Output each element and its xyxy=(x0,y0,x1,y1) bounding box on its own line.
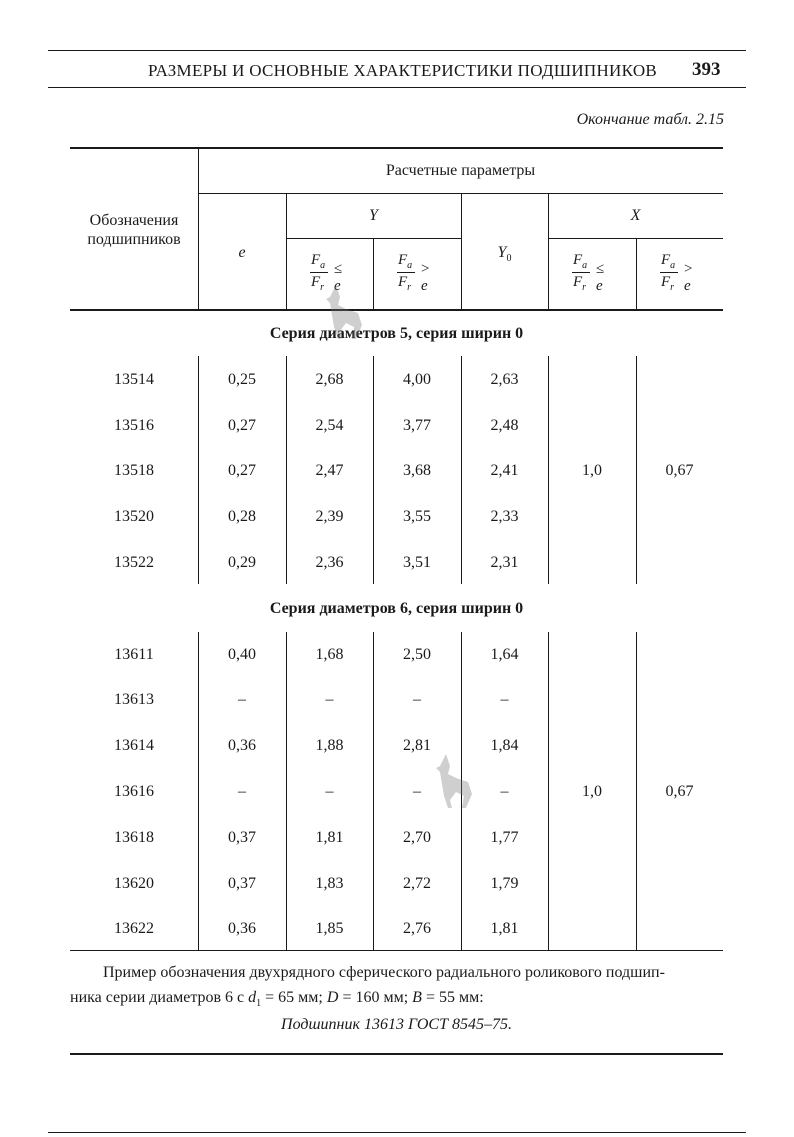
example-designation: Подшипник 13613 ГОСТ 8545–75. xyxy=(281,1016,512,1033)
cell-designation: 13516 xyxy=(114,417,154,434)
cell-e: – xyxy=(238,691,246,708)
cell-designation: 13514 xyxy=(114,371,154,388)
cell-y0: 1,77 xyxy=(490,829,519,846)
series-title: Серия диаметров 6, серия ширин 0 xyxy=(269,600,524,617)
cell-y1: – xyxy=(325,691,334,708)
cell-y0: – xyxy=(500,691,509,708)
cell-y1: 2,47 xyxy=(315,462,344,479)
cell-y1: 2,36 xyxy=(315,554,344,571)
cell-y2: 2,70 xyxy=(403,829,431,846)
cell-designation: 13522 xyxy=(114,554,154,571)
cell-y1: 1,83 xyxy=(315,875,344,892)
cell-y0: 1,81 xyxy=(490,920,519,937)
table-bottom-rule xyxy=(70,950,723,951)
cell-designation: 13518 xyxy=(114,462,154,479)
x-fraction-le: $F_a$ $F_r$ ≤ e xyxy=(573,252,605,294)
y-fraction-le: $F_a$ $F_r$ ≤ e xyxy=(311,252,343,294)
cell-y0: – xyxy=(500,783,509,800)
cell-x1: 1,0 xyxy=(582,783,602,800)
cell-e: 0,25 xyxy=(228,371,256,388)
designation-header: Обозначения подшипников xyxy=(87,212,181,248)
cell-e: – xyxy=(238,783,246,800)
cell-y2: 2,81 xyxy=(403,737,431,754)
cell-x1: 1,0 xyxy=(582,462,602,479)
cell-y0: 2,48 xyxy=(490,417,519,434)
cell-designation: 13614 xyxy=(114,737,154,754)
example-line-1: Пример обозначения двухрядного сферического радиального роликового подшип- xyxy=(103,964,665,981)
series-title: Серия диаметров 5, серия ширин 0 xyxy=(269,325,524,342)
cell-y1: 2,68 xyxy=(315,371,344,388)
cell-y2: – xyxy=(413,691,421,708)
cell-e: 0,28 xyxy=(228,508,256,525)
cell-designation: 13611 xyxy=(114,646,154,663)
e-header: e xyxy=(238,244,246,261)
cell-y2: – xyxy=(413,783,421,800)
cell-designation: 13613 xyxy=(114,691,154,708)
cell-designation: 13616 xyxy=(114,783,154,800)
cell-e: 0,27 xyxy=(228,417,256,434)
cell-y1: 1,88 xyxy=(315,737,344,754)
cell-e: 0,29 xyxy=(228,554,256,571)
cell-e: 0,40 xyxy=(228,646,256,663)
cell-e: 0,36 xyxy=(228,920,256,937)
x-header: X xyxy=(630,207,641,224)
cell-e: 0,37 xyxy=(228,829,256,846)
running-head-rule xyxy=(48,87,746,88)
cell-designation: 13622 xyxy=(114,920,154,937)
cell-y0: 2,31 xyxy=(490,554,519,571)
example-line-2: ника серии диаметров 6 с $d_1 = 65$ мм; D = 160 мм; B = 55 мм: xyxy=(70,989,484,1010)
cell-y2: 2,50 xyxy=(403,646,431,663)
y-header: Y xyxy=(369,207,378,224)
cell-y2: 3,68 xyxy=(403,462,431,479)
cell-designation: 13618 xyxy=(114,829,154,846)
cell-x2: 0,67 xyxy=(665,462,694,479)
cell-designation: 13520 xyxy=(114,508,154,525)
cell-y0: 2,63 xyxy=(490,371,519,388)
cell-e: 0,37 xyxy=(228,875,256,892)
cell-y2: 2,76 xyxy=(403,920,431,937)
cell-y0: 1,64 xyxy=(490,646,519,663)
cell-y1: – xyxy=(325,783,334,800)
cell-y0: 1,79 xyxy=(490,875,519,892)
publisher-watermark-logo xyxy=(432,752,476,817)
cell-x2: 0,67 xyxy=(665,783,694,800)
cell-y2: 3,51 xyxy=(403,554,431,571)
cell-y1: 1,68 xyxy=(315,646,344,663)
table-caption: Окончание табл. 2.15 xyxy=(576,111,724,128)
x-fraction-gt: $F_a$ $F_r$ > e xyxy=(661,252,693,294)
top-rule xyxy=(48,50,746,51)
cell-y1: 2,39 xyxy=(315,508,344,525)
y0-header: $Y_0$ xyxy=(497,244,512,265)
table-top-rule xyxy=(70,147,723,149)
cell-designation: 13620 xyxy=(114,875,154,892)
cell-y2: 2,72 xyxy=(403,875,431,892)
publisher-watermark-logo xyxy=(322,283,366,348)
cell-e: 0,27 xyxy=(228,462,256,479)
header-vline xyxy=(373,239,374,309)
cell-y1: 2,54 xyxy=(315,417,344,434)
cell-y2: 3,77 xyxy=(403,417,431,434)
cell-y1: 1,81 xyxy=(315,829,344,846)
params-header: Расчетные параметры xyxy=(385,162,536,179)
header-bottom-rule xyxy=(70,309,723,311)
y-fraction-gt: $F_a$ $F_r$ > e xyxy=(398,252,430,294)
cell-y2: 3,55 xyxy=(403,508,431,525)
cell-y0: 2,41 xyxy=(490,462,519,479)
header-vline xyxy=(636,239,637,309)
cell-y1: 1,85 xyxy=(315,920,344,937)
cell-y0: 2,33 xyxy=(490,508,519,525)
page-number: 393 xyxy=(692,59,721,80)
bottom-rule xyxy=(70,1053,723,1055)
running-title: РАЗМЕРЫ И ОСНОВНЫЕ ХАРАКТЕРИСТИКИ ПОДШИПНИКОВ xyxy=(148,61,658,80)
page-bottom-rule xyxy=(48,1132,746,1133)
cell-y2: 4,00 xyxy=(403,371,431,388)
cell-y0: 1,84 xyxy=(490,737,519,754)
cell-e: 0,36 xyxy=(228,737,256,754)
